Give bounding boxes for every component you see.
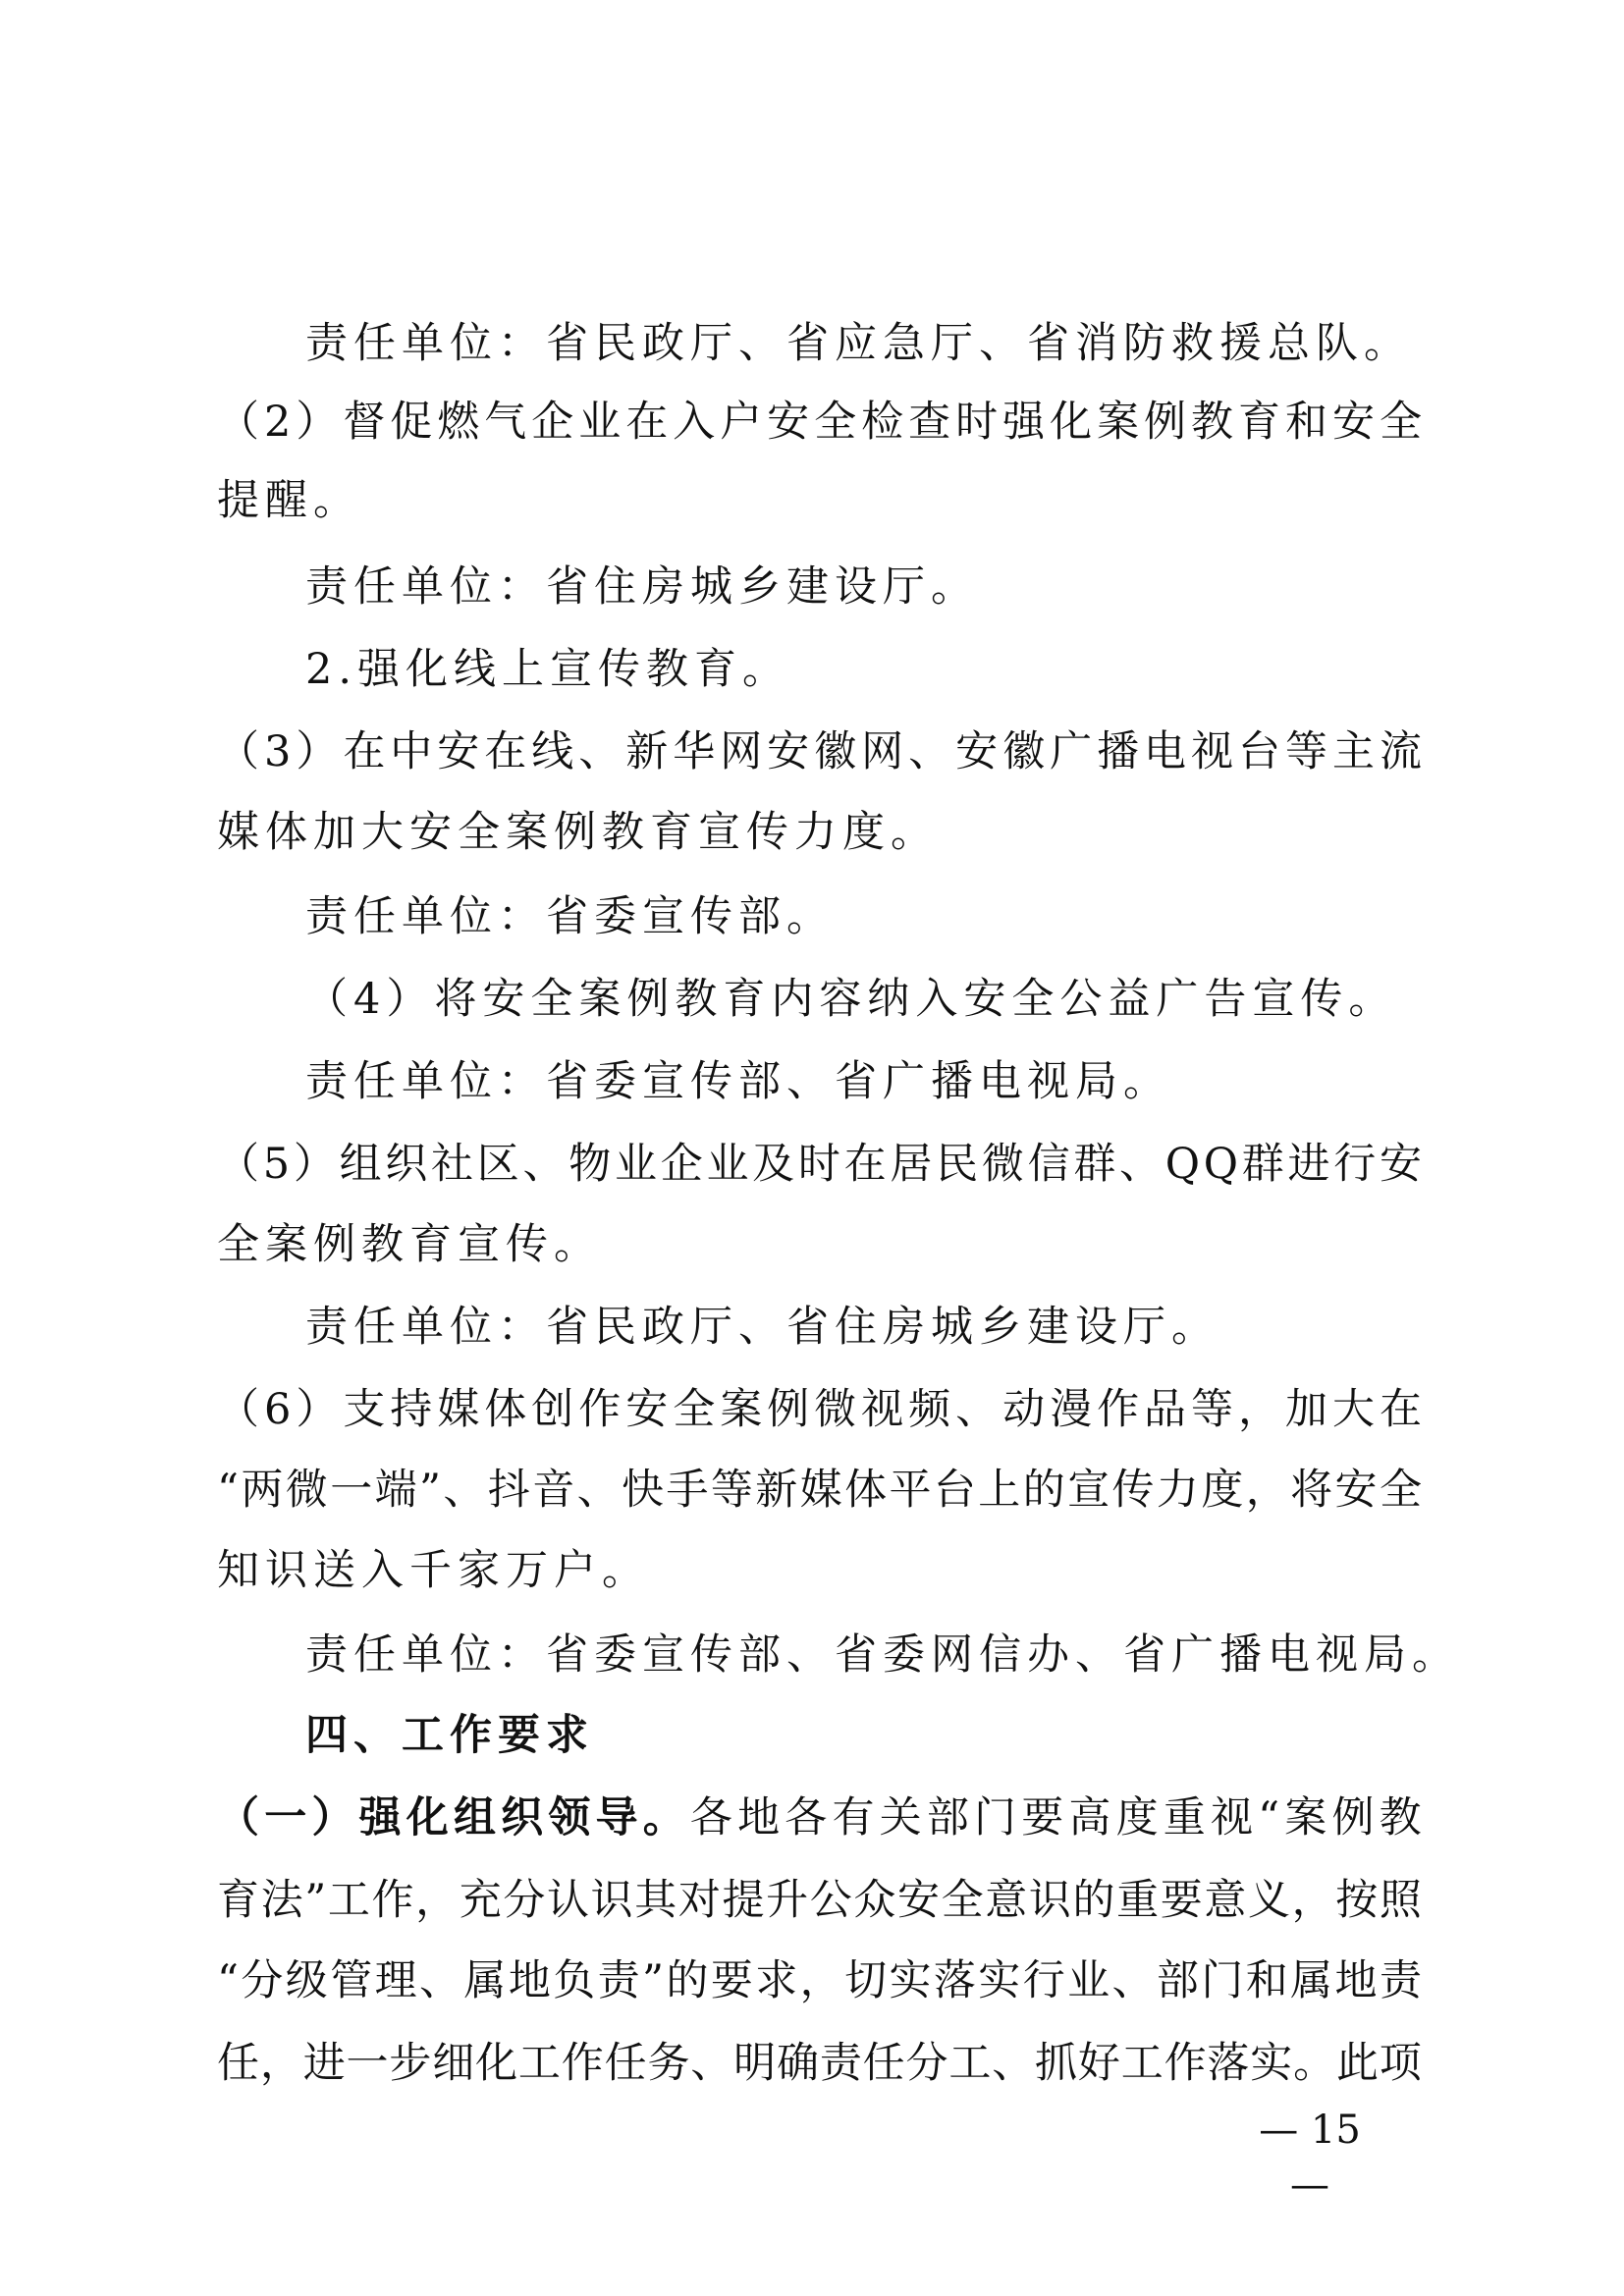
glyph: 、 <box>443 1466 486 1515</box>
glyph: （ <box>217 1385 259 1434</box>
glyph: 分 <box>503 1876 546 1925</box>
glyph: 和 <box>1285 398 1327 447</box>
glyph: 持 <box>390 1385 433 1434</box>
glyph: 及 <box>752 1140 795 1189</box>
glyph: 媒 <box>437 1385 480 1434</box>
glyph: 的 <box>1022 1466 1065 1515</box>
glyph: 线 <box>531 727 574 776</box>
text-line-19 <box>0 1789 1624 1847</box>
glyph: Q <box>1203 1140 1239 1189</box>
glyph: （ <box>217 727 259 776</box>
glyph: 高 <box>1068 1793 1111 1842</box>
glyph: （ <box>217 1140 259 1189</box>
glyph: 徽 <box>814 727 857 776</box>
glyph: 在 <box>1379 1385 1422 1434</box>
line-text <box>217 2034 1422 2093</box>
glyph: 6 <box>263 1385 292 1434</box>
line-text: 媒体加大安全案例教育宣传力度。 <box>217 808 939 857</box>
glyph: 中 <box>390 727 433 776</box>
glyph: 居 <box>890 1140 933 1189</box>
glyph: 义 <box>1247 1876 1290 1925</box>
glyph: 安 <box>955 727 999 776</box>
glyph: 督 <box>343 398 386 447</box>
text-line-5 <box>0 640 1624 699</box>
text-line-22 <box>0 2034 1624 2093</box>
glyph: 电 <box>1144 727 1187 776</box>
glyph: 入 <box>673 398 716 447</box>
glyph: 微 <box>981 1140 1024 1189</box>
glyph: 全 <box>1379 1466 1422 1515</box>
glyph: 全 <box>673 1385 716 1434</box>
line-text: 2.强化线上宣传教育。 <box>305 645 791 694</box>
line-text: 提醒。 <box>217 476 361 525</box>
glyph: 法 <box>260 1876 303 1925</box>
glyph: 实 <box>889 1956 932 2005</box>
text-line-21 <box>0 1951 1624 2010</box>
glyph: 责 <box>1379 1956 1422 2005</box>
glyph: 传 <box>1111 1466 1155 1515</box>
glyph: 安 <box>767 398 810 447</box>
glyph: 工 <box>1120 2039 1164 2088</box>
glyph: 案 <box>1284 1793 1327 1842</box>
glyph: 求 <box>755 1956 798 2005</box>
glyph: 社 <box>431 1140 474 1189</box>
glyph: 组 <box>339 1140 382 1189</box>
glyph: 此 <box>1335 2039 1379 2088</box>
glyph: 有 <box>832 1793 875 1842</box>
glyph: 企 <box>531 398 574 447</box>
glyph: 在 <box>343 727 386 776</box>
glyph: 徽 <box>1002 727 1046 776</box>
glyph: 级 <box>285 1956 328 2005</box>
glyph: 其 <box>634 1876 677 1925</box>
glyph: 业 <box>578 398 622 447</box>
glyph: 新 <box>755 1466 798 1515</box>
glyph: 、 <box>576 1466 620 1515</box>
glyph: 重 <box>1163 1793 1206 1842</box>
glyph: 、 <box>522 1140 566 1189</box>
glyph: 安 <box>1334 1466 1378 1515</box>
glyph: 全 <box>1379 398 1422 447</box>
line-text: 责任单位：省民政厅、省住房城乡建设厅。 <box>305 1303 1219 1352</box>
glyph: 抓 <box>1035 2039 1078 2088</box>
line-text <box>217 1135 1422 1194</box>
glyph: 进 <box>1287 1140 1330 1189</box>
glyph: 意 <box>985 1876 1028 1925</box>
glyph: 织 <box>501 1793 544 1842</box>
glyph: 教 <box>1191 398 1234 447</box>
glyph: 群 <box>1241 1140 1284 1189</box>
glyph: 、 <box>1111 1956 1155 2005</box>
glyph: 时 <box>955 398 999 447</box>
glyph: 视 <box>861 1385 904 1434</box>
page-number: — 15 — <box>1259 2108 1361 2208</box>
glyph: 业 <box>614 1140 657 1189</box>
glyph: 作 <box>371 1876 414 1925</box>
glyph: 分 <box>905 2039 948 2088</box>
glyph: 网 <box>720 727 763 776</box>
glyph: 例 <box>767 1385 810 1434</box>
glyph: 、 <box>1119 1140 1163 1189</box>
glyph: 度 <box>1201 1466 1244 1515</box>
glyph: 作 <box>1097 1385 1140 1434</box>
line-text <box>217 1871 1422 1930</box>
glyph: 育 <box>217 1876 259 1925</box>
line-text <box>217 722 1422 781</box>
glyph: 。 <box>1293 2039 1336 2088</box>
glyph: ， <box>1291 1876 1334 1925</box>
glyph: 务 <box>647 2039 690 2088</box>
glyph: 度 <box>1115 1793 1159 1842</box>
glyph: 织 <box>385 1140 428 1189</box>
glyph: 新 <box>625 727 669 776</box>
glyph: 动 <box>1002 1385 1046 1434</box>
glyph: 检 <box>861 398 904 447</box>
glyph: 确 <box>776 2039 819 2088</box>
glyph: 一 <box>264 1793 307 1842</box>
glyph: 各 <box>689 1793 732 1842</box>
glyph: 全 <box>814 398 857 447</box>
glyph: 分 <box>241 1956 284 2005</box>
glyph: 意 <box>1204 1876 1247 1925</box>
glyph: ” <box>419 1466 441 1515</box>
glyph: 实 <box>1250 2039 1293 2088</box>
glyph: 充 <box>459 1876 502 1925</box>
glyph: 快 <box>622 1466 665 1515</box>
text-line-8 <box>0 887 1624 946</box>
glyph: 手 <box>666 1466 709 1515</box>
glyph: 一 <box>330 1466 373 1515</box>
glyph: “ <box>1258 1793 1280 1842</box>
glyph: 关 <box>879 1793 922 1842</box>
glyph: 华 <box>673 727 716 776</box>
glyph: 品 <box>1144 1385 1187 1434</box>
glyph: 查 <box>908 398 951 447</box>
glyph: 升 <box>766 1876 809 1925</box>
glyph: 照 <box>1379 1876 1422 1925</box>
glyph: ， <box>799 1956 842 2005</box>
glyph: 、 <box>955 1385 999 1434</box>
glyph: 责 <box>597 1956 640 2005</box>
glyph: 两 <box>241 1466 284 1515</box>
glyph: 业 <box>1067 1956 1110 2005</box>
glyph: 在 <box>625 398 669 447</box>
glyph: 识 <box>1028 1876 1071 1925</box>
glyph: 网 <box>861 727 904 776</box>
glyph: 的 <box>666 1956 709 2005</box>
glyph: 3 <box>263 727 292 776</box>
line-text <box>217 1951 1422 2010</box>
line-text: 责任单位：省住房城乡建设厅。 <box>305 562 979 612</box>
glyph: 任 <box>604 2039 647 2088</box>
glyph: 全 <box>941 1876 984 1925</box>
text-line-2 <box>0 393 1624 452</box>
glyph: 广 <box>1050 727 1093 776</box>
glyph: 对 <box>677 1876 721 1925</box>
glyph: 组 <box>453 1793 496 1842</box>
glyph: 支 <box>343 1385 386 1434</box>
text-line-4 <box>0 558 1624 616</box>
glyph: 时 <box>797 1140 840 1189</box>
line-text <box>217 1380 1422 1439</box>
glyph: 化 <box>475 2039 518 2088</box>
glyph: 部 <box>1156 1956 1199 2005</box>
text-line-7 <box>0 803 1624 862</box>
glyph: 台 <box>1238 727 1281 776</box>
glyph: 、 <box>992 2039 1035 2088</box>
glyph: 进 <box>302 2039 346 2088</box>
glyph: 微 <box>814 1385 857 1434</box>
glyph: 案 <box>1097 398 1140 447</box>
glyph: 步 <box>389 2039 432 2088</box>
glyph: “ <box>217 1466 239 1515</box>
glyph: ， <box>1238 1385 1281 1434</box>
text-line-10 <box>0 1052 1624 1111</box>
glyph: 各 <box>785 1793 828 1842</box>
glyph: 频 <box>908 1385 951 1434</box>
glyph: 区 <box>476 1140 519 1189</box>
text-line-11 <box>0 1135 1624 1194</box>
line-text <box>217 1461 1422 1520</box>
glyph: 导 <box>595 1793 638 1842</box>
glyph: 切 <box>844 1956 888 2005</box>
glyph: ， <box>259 2039 302 2088</box>
glyph: 安 <box>767 727 810 776</box>
glyph: 门 <box>1201 1956 1244 2005</box>
glyph: 媒 <box>799 1466 842 1515</box>
line-text: （4）将安全案例教育内容纳入安全公益广告宣传。 <box>305 975 1397 1024</box>
glyph: 按 <box>1335 1876 1379 1925</box>
glyph: 重 <box>1116 1876 1160 1925</box>
glyph: 体 <box>844 1466 888 1515</box>
glyph: 等 <box>1285 727 1327 776</box>
glyph: ） <box>311 1793 354 1842</box>
glyph: 等 <box>710 1466 753 1515</box>
glyph: 燃 <box>437 398 480 447</box>
glyph: 促 <box>390 398 433 447</box>
glyph: 民 <box>936 1140 979 1189</box>
glyph: 提 <box>722 1876 765 1925</box>
glyph: 视 <box>1210 1793 1253 1842</box>
glyph: 属 <box>1290 1956 1333 2005</box>
text-line-17 <box>0 1626 1624 1684</box>
glyph: 安 <box>625 1385 669 1434</box>
glyph: ” <box>304 1876 327 1925</box>
glyph: 等 <box>1191 1385 1234 1434</box>
glyph: 化 <box>406 1793 449 1842</box>
glyph: 安 <box>1379 1140 1422 1189</box>
text-line-15 <box>0 1461 1624 1520</box>
glyph: 5 <box>262 1140 291 1189</box>
glyph: 音 <box>532 1466 575 1515</box>
glyph: 认 <box>546 1876 589 1925</box>
glyph: 负 <box>553 1956 596 2005</box>
glyph: 要 <box>1021 1793 1064 1842</box>
glyph: ” <box>642 1956 665 2005</box>
glyph: 在 <box>484 727 527 776</box>
glyph: 好 <box>1077 2039 1120 2088</box>
glyph: 行 <box>1022 1956 1065 2005</box>
glyph: 流 <box>1379 727 1422 776</box>
glyph: 加 <box>1285 1385 1327 1434</box>
glyph: 气 <box>484 398 527 447</box>
glyph: 作 <box>561 2039 604 2088</box>
glyph: 管 <box>330 1956 373 2005</box>
glyph: 实 <box>978 1956 1021 2005</box>
glyph: ， <box>1245 1466 1288 1515</box>
glyph: 。 <box>642 1793 685 1842</box>
glyph: 户 <box>720 398 763 447</box>
glyph: 门 <box>974 1793 1016 1842</box>
glyph: 台 <box>933 1466 976 1515</box>
glyph: 、 <box>419 1956 462 2005</box>
text-line-9 <box>0 970 1624 1029</box>
text-line-13 <box>0 1298 1624 1357</box>
glyph: 的 <box>1072 1876 1115 1925</box>
glyph: 案 <box>720 1385 763 1434</box>
glyph: 上 <box>978 1466 1021 1515</box>
text-line-14 <box>0 1380 1624 1439</box>
glyph: 任 <box>862 2039 905 2088</box>
glyph: 众 <box>853 1876 896 1925</box>
glyph: 平 <box>889 1466 932 1515</box>
line-text: 知识送入千家万户。 <box>217 1546 650 1595</box>
line-text: 责任单位：省民政厅、省应急厅、省消防救援总队。 <box>305 319 1412 368</box>
glyph: 端 <box>374 1466 417 1515</box>
text-line-16 <box>0 1541 1624 1600</box>
glyph: 、 <box>908 727 951 776</box>
glyph: 项 <box>1379 2039 1422 2088</box>
glyph: 体 <box>484 1385 527 1434</box>
glyph: 强 <box>358 1793 402 1842</box>
glyph: 在 <box>843 1140 887 1189</box>
glyph: 责 <box>819 2039 862 2088</box>
glyph: Q <box>1164 1140 1201 1189</box>
glyph: 主 <box>1331 727 1375 776</box>
glyph: 落 <box>933 1956 976 2005</box>
glyph: 地 <box>508 1956 551 2005</box>
text-line-3 <box>0 471 1624 530</box>
glyph: ） <box>296 398 339 447</box>
glyph: 2 <box>263 398 292 447</box>
glyph: 、 <box>690 2039 733 2088</box>
glyph: 力 <box>1156 1466 1199 1515</box>
glyph: 明 <box>733 2039 777 2088</box>
line-text: 责任单位：省委宣传部、省委网信办、省广播电视局。 <box>305 1630 1460 1680</box>
glyph: 例 <box>1331 1793 1375 1842</box>
glyph: 一 <box>346 2039 389 2088</box>
glyph: 业 <box>706 1140 749 1189</box>
glyph: 作 <box>1164 2039 1207 2088</box>
glyph: 部 <box>926 1793 969 1842</box>
glyph: 创 <box>531 1385 574 1434</box>
glyph: 理 <box>374 1956 417 2005</box>
glyph: 例 <box>1144 398 1187 447</box>
glyph: 物 <box>568 1140 612 1189</box>
line-text: 责任单位：省委宣传部。 <box>305 892 835 941</box>
glyph: 企 <box>660 1140 703 1189</box>
line-text <box>217 393 1422 452</box>
glyph: 工 <box>327 1876 370 1925</box>
glyph: 化 <box>1050 398 1093 447</box>
glyph: “ <box>217 1956 239 2005</box>
glyph: 任 <box>217 2039 259 2088</box>
glyph: 微 <box>285 1466 328 1515</box>
glyph: （ <box>217 1793 259 1842</box>
glyph: 行 <box>1333 1140 1377 1189</box>
heading-text: 四、工作要求 <box>305 1711 594 1760</box>
glyph: 细 <box>432 2039 475 2088</box>
line-text: 责任单位：省委宣传部、省广播电视局。 <box>305 1057 1171 1106</box>
glyph: 地 <box>1334 1956 1378 2005</box>
glyph: 和 <box>1245 1956 1288 2005</box>
glyph: 大 <box>1331 1385 1375 1434</box>
glyph: 要 <box>710 1956 753 2005</box>
glyph: 作 <box>578 1385 622 1434</box>
line-text-justified <box>217 1789 1422 1847</box>
glyph: ） <box>293 1140 336 1189</box>
glyph: （ <box>217 398 259 447</box>
text-line-12 <box>0 1215 1624 1274</box>
glyph: ， <box>415 1876 459 1925</box>
glyph: 抖 <box>487 1466 530 1515</box>
glyph: 、 <box>578 727 622 776</box>
glyph: 强 <box>1002 398 1046 447</box>
glyph: 工 <box>948 2039 992 2088</box>
glyph: 安 <box>1331 398 1375 447</box>
glyph: 公 <box>809 1876 852 1925</box>
glyph: 要 <box>1160 1876 1203 1925</box>
glyph: 识 <box>590 1876 633 1925</box>
text-line-6 <box>0 722 1624 781</box>
line-text: 全案例教育宣传。 <box>217 1220 602 1269</box>
glyph: 落 <box>1207 2039 1250 2088</box>
section-heading <box>0 1706 1624 1765</box>
glyph: 属 <box>463 1956 507 2005</box>
text-line-20 <box>0 1871 1624 1930</box>
glyph: 安 <box>896 1876 940 1925</box>
glyph: 领 <box>548 1793 591 1842</box>
glyph: 地 <box>737 1793 781 1842</box>
glyph: 群 <box>1073 1140 1116 1189</box>
glyph: 播 <box>1097 727 1140 776</box>
glyph: 育 <box>1238 398 1281 447</box>
glyph: 工 <box>517 2039 561 2088</box>
glyph: ） <box>296 727 339 776</box>
glyph: ） <box>296 1385 339 1434</box>
glyph: 教 <box>1379 1793 1422 1842</box>
glyph: 宣 <box>1067 1466 1110 1515</box>
glyph: 视 <box>1191 727 1234 776</box>
glyph: 安 <box>437 727 480 776</box>
glyph: 信 <box>1027 1140 1070 1189</box>
text-line-1 <box>0 314 1624 373</box>
glyph: 将 <box>1290 1466 1333 1515</box>
glyph: 漫 <box>1050 1385 1093 1434</box>
